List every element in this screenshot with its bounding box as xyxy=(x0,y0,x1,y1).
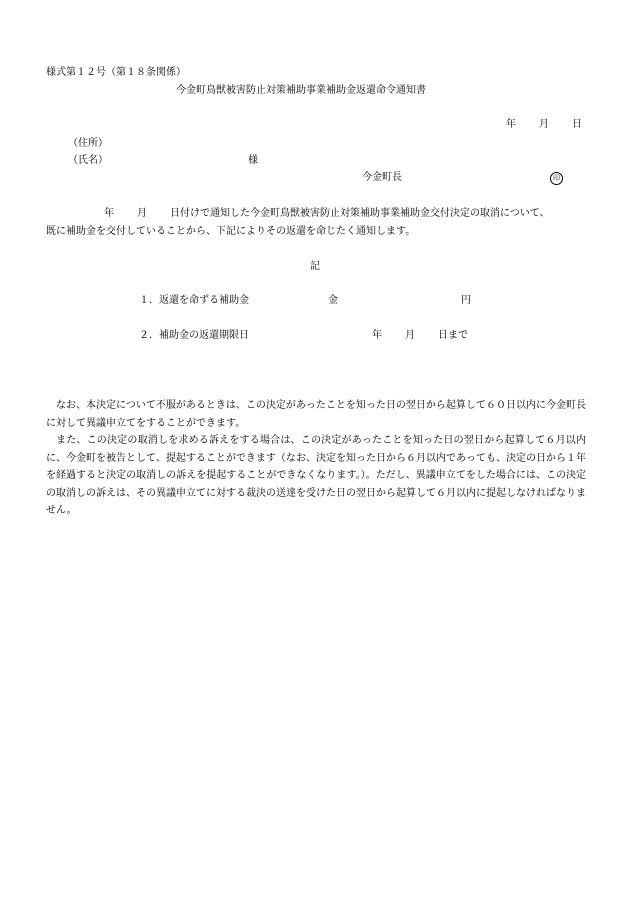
item2-label: ２．補助金の返還期限日 xyxy=(139,330,249,341)
name-label: （氏名） xyxy=(68,155,108,166)
date-day-label: 日 xyxy=(572,119,582,130)
address-label: （住所） xyxy=(68,138,108,149)
intro-text-line1: 日付けで通知した今金町鳥獣被害防止対策補助事業補助金交付決定の取消について、 xyxy=(170,208,550,219)
item1-label: １．返還を命ずる補助金 xyxy=(139,295,249,306)
document-title: 今金町鳥獣被害防止対策補助事業補助金返還命令通知書 xyxy=(176,85,426,96)
item1-amount-suffix: 円 xyxy=(461,295,471,306)
ki-heading: 記 xyxy=(310,261,320,272)
honorific: 様 xyxy=(248,155,258,166)
item2-month-label: 月 xyxy=(405,330,415,341)
date-year-label: 年 xyxy=(506,119,516,130)
seal-icon xyxy=(550,172,563,185)
item2-year-label: 年 xyxy=(372,330,382,341)
intro-text-line2: 既に補助金を交付していることから、下記によりその返還を命じたく通知します。 xyxy=(46,226,416,237)
note-paragraph-2: また、この決定の取消しを求める訴えをする場合は、この決定があったことを知った日の翌日から起算して６月以内に、今金町を被告として、提起することができます（なお、決定を知った日から６月以内であっても、決定の日から１年を経過すると決定の取消しの訴えを提起することができなくなります。）。ただし、異議申立てをした場合には、この決定の取消しの訴えは、その異議申立てに対する裁決の送達を受けた日の翌日から起算して６月以内に提起しなければなりません。 xyxy=(46,435,586,516)
item1-amount-prefix: 金 xyxy=(328,295,338,306)
intro-year-label: 年 xyxy=(104,208,114,219)
sender-title: 今金町長 xyxy=(362,172,402,183)
date-month-label: 月 xyxy=(539,119,549,130)
intro-month-label: 月 xyxy=(137,208,147,219)
item2-day-suffix: 日まで xyxy=(438,330,468,341)
seal-mark: 印 xyxy=(550,172,563,185)
note-paragraph-1: なお、本決定について不服があるときは、この決定があったことを知った日の翌日から起算して６０日以内に今金町長に対して異議申立てをすることができます。 xyxy=(46,400,586,429)
form-number: 様式第１２号（第１８条関係） xyxy=(46,67,186,78)
